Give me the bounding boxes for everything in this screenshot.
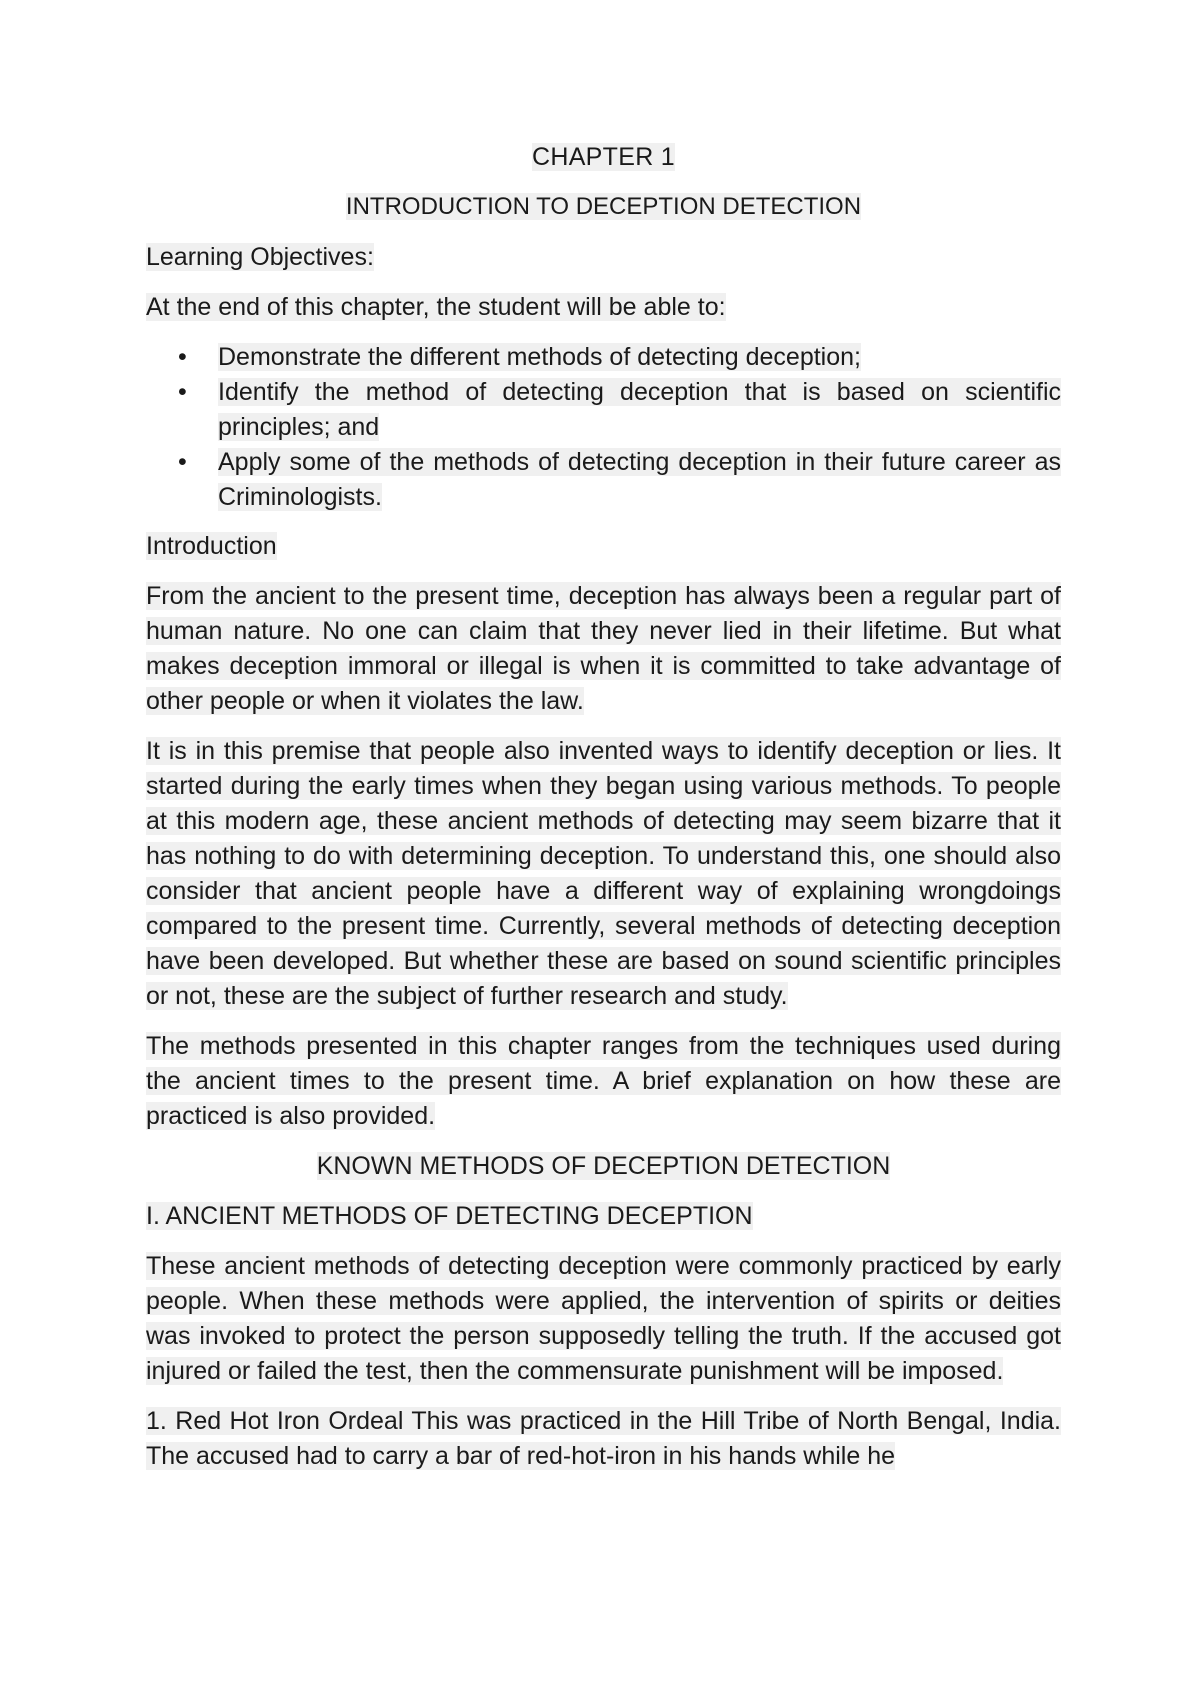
list-item: • Apply some of the methods of detecting deception in their future career as Criminologists.: [218, 445, 1061, 515]
chapter-title: INTRODUCTION TO DECEPTION DETECTION: [345, 193, 862, 220]
known-methods-heading: KNOWN METHODS OF DECEPTION DETECTION: [316, 1152, 891, 1180]
bullet-icon: •: [178, 448, 187, 476]
learning-objectives-label: Learning Objectives:: [146, 243, 374, 271]
ancient-methods-paragraph: These ancient methods of detecting deception were commonly practiced by early people. When these methods were applied, the intervention of spirits or deities was invoked to protect the person supposedly telling the truth. If the accused got injured or failed the test, then the commensurate punishment will be imposed.: [146, 1252, 1061, 1385]
introduction-paragraph: From the ancient to the present time, deception has always been a regular part of human nature. No one can claim that they never lied in their lifetime. But what makes deception immoral or illegal is when it is committed to take advantage of other people or when it violates the law.: [146, 582, 1061, 715]
introduction-paragraph: The methods presented in this chapter ranges from the techniques used during the ancient times to the present time. A brief explanation on how these are practiced is also provided.: [146, 1032, 1061, 1130]
bullet-icon: •: [178, 343, 187, 371]
list-item: • Demonstrate the different methods of detecting deception;: [218, 340, 1061, 375]
introduction-heading: Introduction: [146, 532, 277, 560]
ancient-methods-heading: I. ANCIENT METHODS OF DETECTING DECEPTION: [146, 1202, 753, 1230]
method-1-paragraph: 1. Red Hot Iron Ordeal This was practiced in the Hill Tribe of North Bengal, India. The accused had to carry a bar of red-hot-iron in his hands while he: [146, 1407, 1061, 1470]
introduction-paragraph: It is in this premise that people also invented ways to identify deception or lies. It started during the early times when they began using various methods. To people at this modern age, these ancient methods of detecting may seem bizarre that it has nothing to do with determining deception. To understand this, one should also consider that ancient people have a different way of explaining wrongdoings compared to the present time. Currently, several methods of detecting deception have been developed. But whether these are based on sound scientific principles or not, these are the subject of further research and study.: [146, 737, 1061, 1010]
chapter-heading: CHAPTER 1: [531, 143, 675, 171]
bullet-icon: •: [178, 378, 187, 406]
list-item: • Identify the method of detecting deception that is based on scientific principles; and: [218, 375, 1061, 445]
objectives-list: [146, 340, 1061, 515]
document-page: [146, 140, 1061, 1489]
objectives-intro: At the end of this chapter, the student will be able to:: [146, 293, 726, 321]
